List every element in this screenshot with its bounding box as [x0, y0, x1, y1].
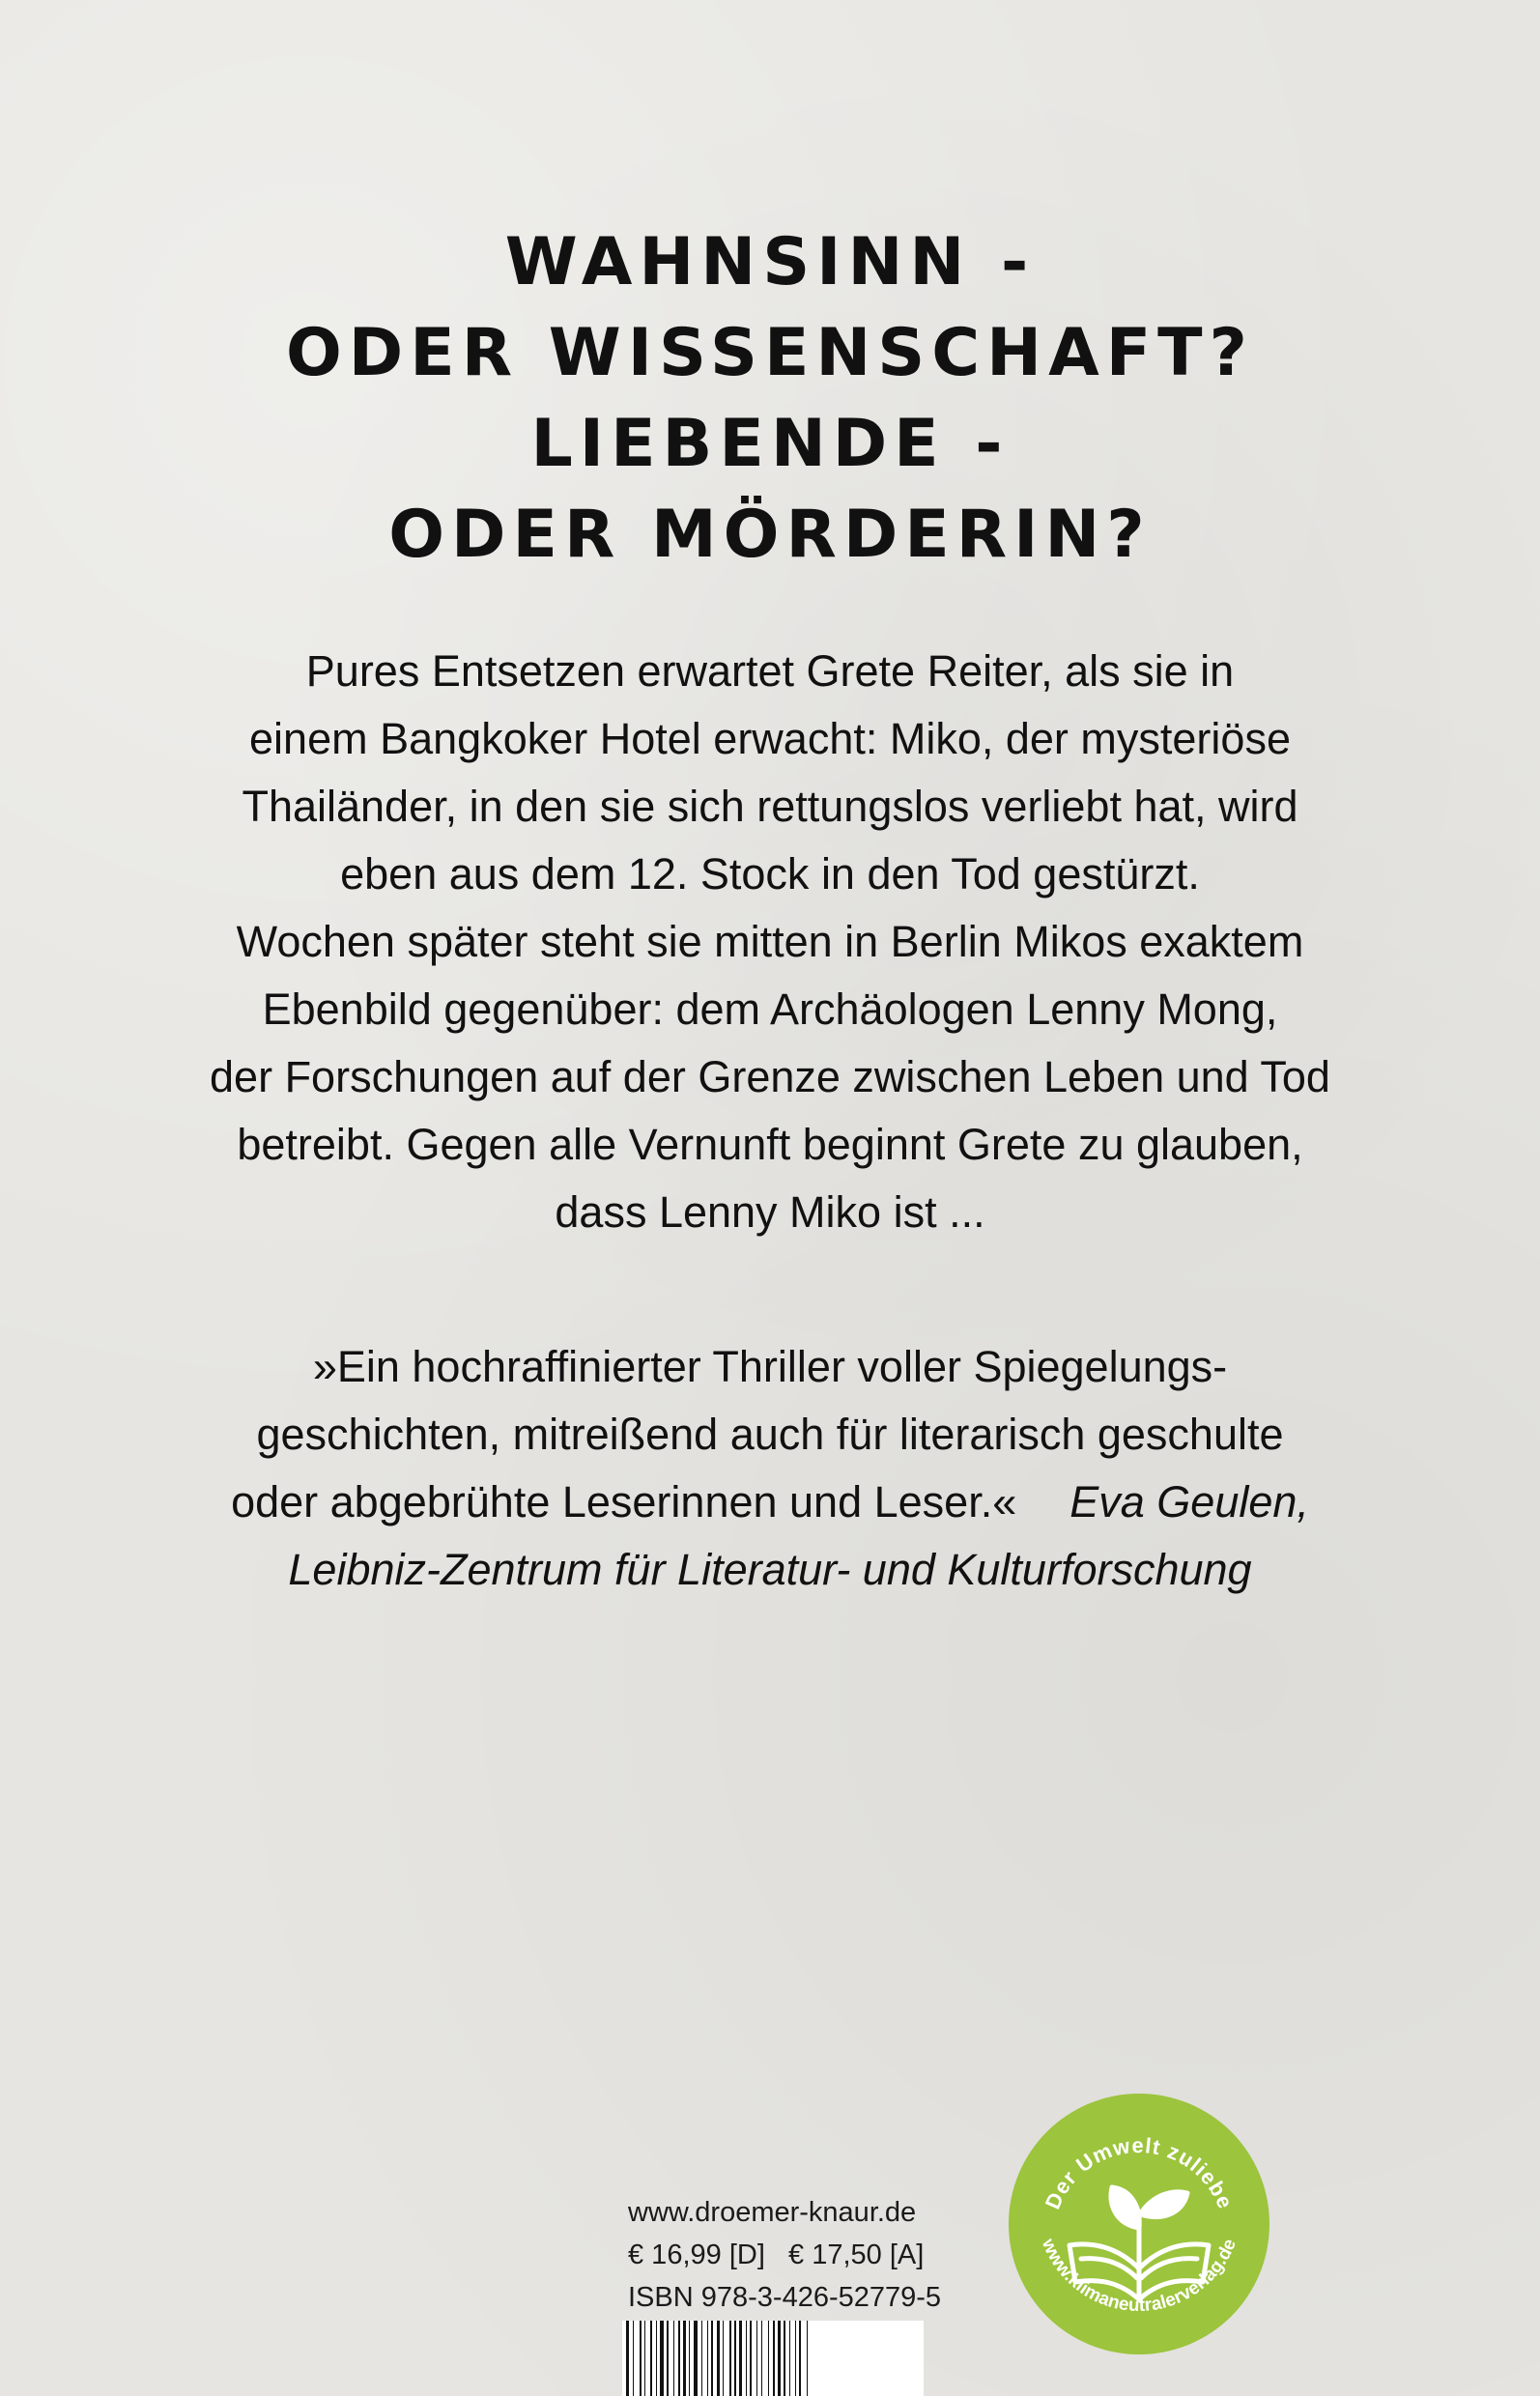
imprint [628, 2191, 941, 2319]
blurb-line: Pures Entsetzen erwartet Grete Reiter, als sie in [305, 646, 1235, 696]
barcode-bars [622, 2321, 924, 2396]
headline-line: ODER WISSENSCHAFT? [286, 315, 1254, 391]
quote-line: »Ein hochraffinierter Thriller voller Spiegelungs- [312, 1342, 1228, 1391]
quote-attribution: Eva Geulen, [1069, 1477, 1309, 1526]
headline [0, 217, 1540, 581]
isbn: ISBN 978-3-426-52779-5 [628, 2282, 942, 2313]
price-info: € 16,99 [D] € 17,50 [A] [628, 2239, 925, 2270]
blurb-line: Ebenbild gegenüber: dem Archäologen Lenny Mong, [262, 984, 1278, 1034]
badge-top-text: Der Umwelt zuliebe [1040, 2132, 1239, 2213]
blurb-text [174, 638, 1366, 1246]
eco-badge-graphic [1008, 2093, 1270, 2355]
blurb-line: betreibt. Gegen alle Vernunft beginnt Grete zu glauben, [237, 1120, 1303, 1169]
headline-line: WAHNSINN - [504, 224, 1036, 300]
quote-attribution-institution: Leibniz-Zentrum für Literatur- und Kulturforschung [288, 1545, 1252, 1594]
headline-line: LIEBENDE - [530, 406, 1010, 482]
badge-bottom-text: www.klimaneutralerverlag.de [1037, 2236, 1241, 2317]
quote-line [174, 1469, 1366, 1536]
eco-badge [1008, 2093, 1270, 2355]
publisher-website: www.droemer-knaur.de [628, 2197, 917, 2228]
review-quote [174, 1333, 1366, 1604]
quote-text: oder abgebrühte Leserinnen und Leser.« [231, 1477, 1017, 1526]
quote-line: geschichten, mitreißend auch für literarisch geschulte [256, 1410, 1284, 1459]
barcode [622, 2321, 924, 2396]
blurb-line: einem Bangkoker Hotel erwacht: Miko, der mysteriöse [249, 714, 1291, 763]
blurb-line: dass Lenny Miko ist ... [555, 1187, 985, 1237]
blurb-line: der Forschungen auf der Grenze zwischen Leben und Tod [210, 1052, 1330, 1101]
headline-line: ODER MÖRDERIN? [388, 497, 1152, 573]
blurb-line: eben aus dem 12. Stock in den Tod gestürzt. [340, 849, 1200, 898]
blurb-line: Wochen später steht sie mitten in Berlin Mikos exaktem [236, 917, 1304, 966]
blurb-line: Thailänder, in den sie sich rettungslos verliebt hat, wird [242, 782, 1298, 831]
